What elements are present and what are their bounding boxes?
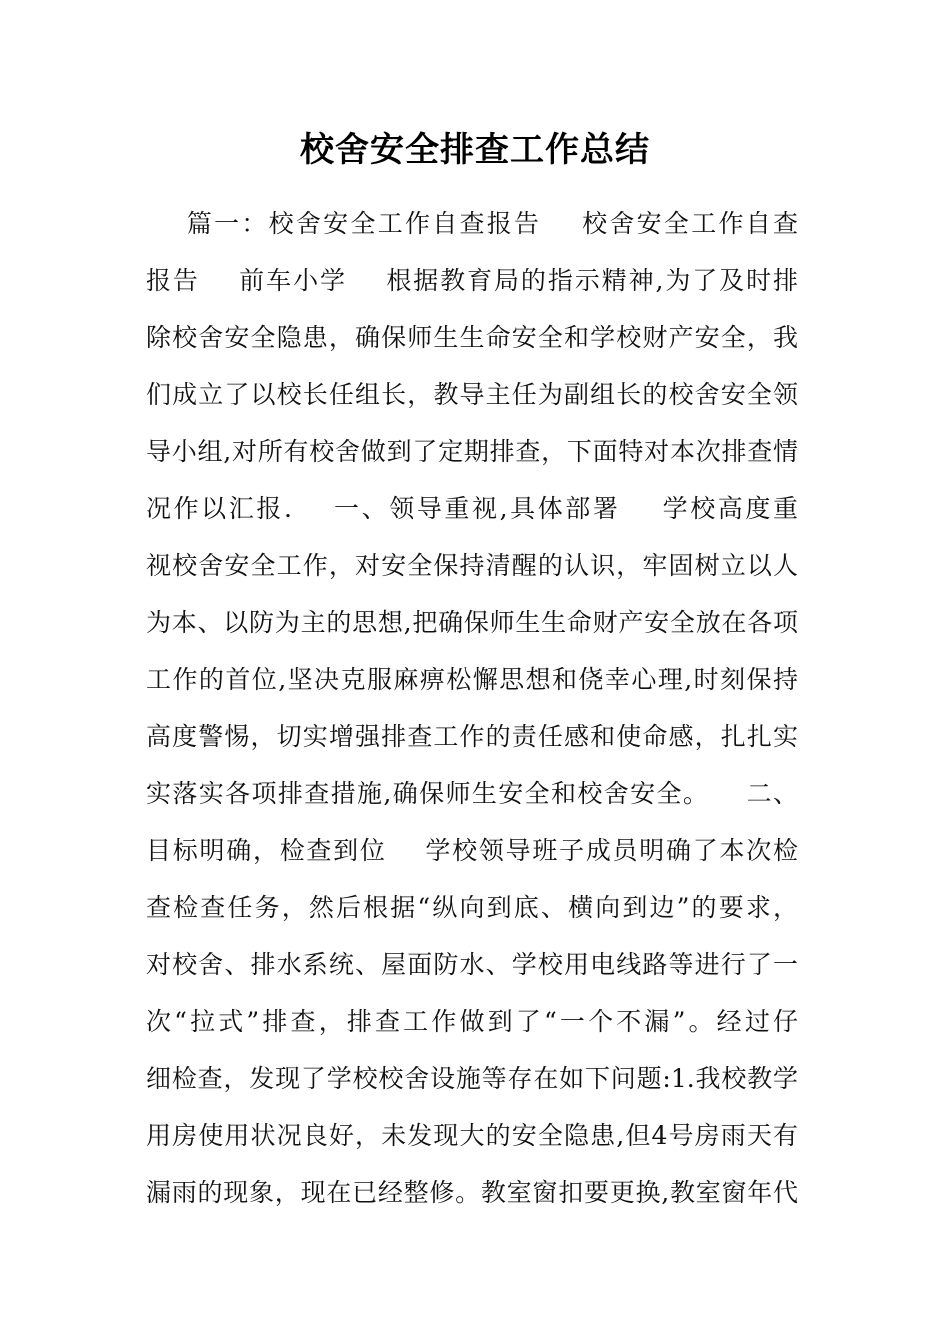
text-line: 们成立了以校长任组长，教导主任为副组长的校舍安全领 [146, 380, 798, 409]
text-line: 视校舍安全工作，对安全保持清醒的认识，牢固树立以人 [146, 551, 798, 580]
text-line: 况作以汇报. 一、领导重视,具体部署 学校高度重 [146, 494, 798, 523]
text-line: 细检查，发现了学校校舍设施等存在如下问题:1.我校教学 [146, 1064, 798, 1093]
text-line: 为本、以防为主的思想,把确保师生生命财产安全放在各项 [146, 608, 798, 637]
text-line: 报告 前车小学 根据教育局的指示精神,为了及时排 [146, 266, 798, 295]
text-line: 查检查任务，然后根据“纵向到底、横向到边”的要求， [146, 893, 798, 922]
document-body [146, 195, 798, 1221]
text-line: 高度警惕，切实增强排查工作的责任感和使命感，扎扎实 [146, 722, 798, 751]
text-line: 目标明确，检查到位 学校领导班子成员明确了本次检 [146, 836, 798, 865]
text-line: 实落实各项排查措施,确保师生安全和校舍安全。 二、 [146, 779, 798, 808]
text-line: 漏雨的现象，现在已经整修。教室窗扣要更换,教室窗年代 [146, 1178, 798, 1207]
document-title: 校舍安全排查工作总结 [300, 130, 650, 170]
text-line: 除校舍安全隐患，确保师生生命安全和学校财产安全，我 [146, 323, 798, 352]
text-line: 工作的首位,坚决克服麻痹松懈思想和侥幸心理,时刻保持 [146, 665, 798, 694]
text-line: 用房使用状况良好，未发现大的安全隐患,但4号房雨天有 [146, 1121, 798, 1150]
text-line: 导小组,对所有校舍做到了定期排查，下面特对本次排查情 [146, 437, 798, 466]
text-line: 次“拉式”排查，排查工作做到了“一个不漏”。经过仔 [146, 1007, 798, 1036]
text-line: 对校舍、排水系统、屋面防水、学校用电线路等进行了一 [146, 950, 798, 979]
text-line: 篇一：校舍安全工作自查报告 校舍安全工作自查 [146, 209, 798, 238]
